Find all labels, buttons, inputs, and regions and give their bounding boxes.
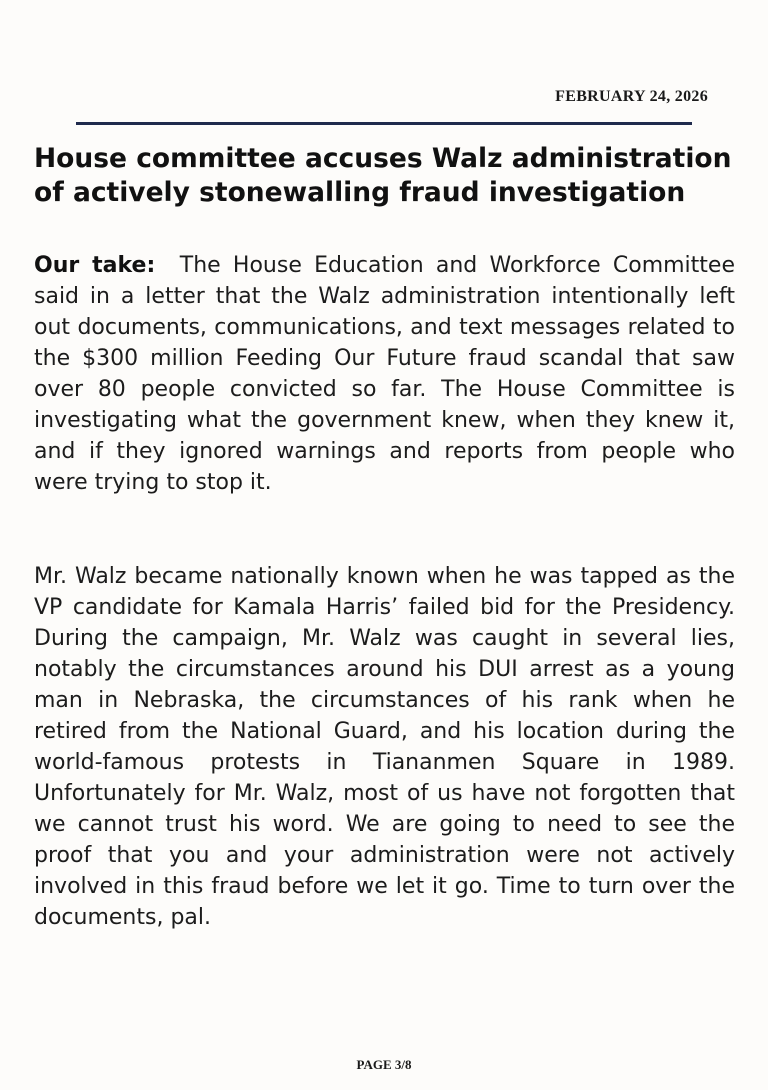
article-paragraph-1 [34,250,735,498]
publication-date: FEBRUARY 24, 2026 [555,88,708,105]
page-number: PAGE 3/8 [356,1057,412,1072]
article-headline: House committee accuses Walz administration of actively stonewalling fraud investigation [34,143,732,208]
article-paragraph-2: Mr. Walz became nationally known when he was tapped as the VP candidate for Kamala Harris’ failed bid for the Presidency. During the campaign, Mr. Walz was caught in several lies, notably the circumstances around his DUI arrest as a young man in Nebraska, the circumstances of his rank when he retired from the National Guard, and his location during the world-famous protests in Tiananmen Square in 1989. Unfortunately for Mr. Walz, most of us have not forgotten that we cannot trust his word. We are going to need to see the proof that you and your administration were not actively involved in this fraud before we let it go. Time to turn over the documents, pal. [34,564,735,930]
paragraph-1-text: The House Education and Workforce Committee said in a letter that the Walz administration intentionally left out documents, communications, and text messages related to the $300 million Feeding Our Future fraud scandal that saw over 80 people convicted so far. The House Committee is investigating what the government knew, when they knew it, and if they ignored warnings and reports from people who were trying to stop it. [34,253,735,495]
header-divider [76,122,692,125]
our-take-label: Our take: [34,253,156,278]
